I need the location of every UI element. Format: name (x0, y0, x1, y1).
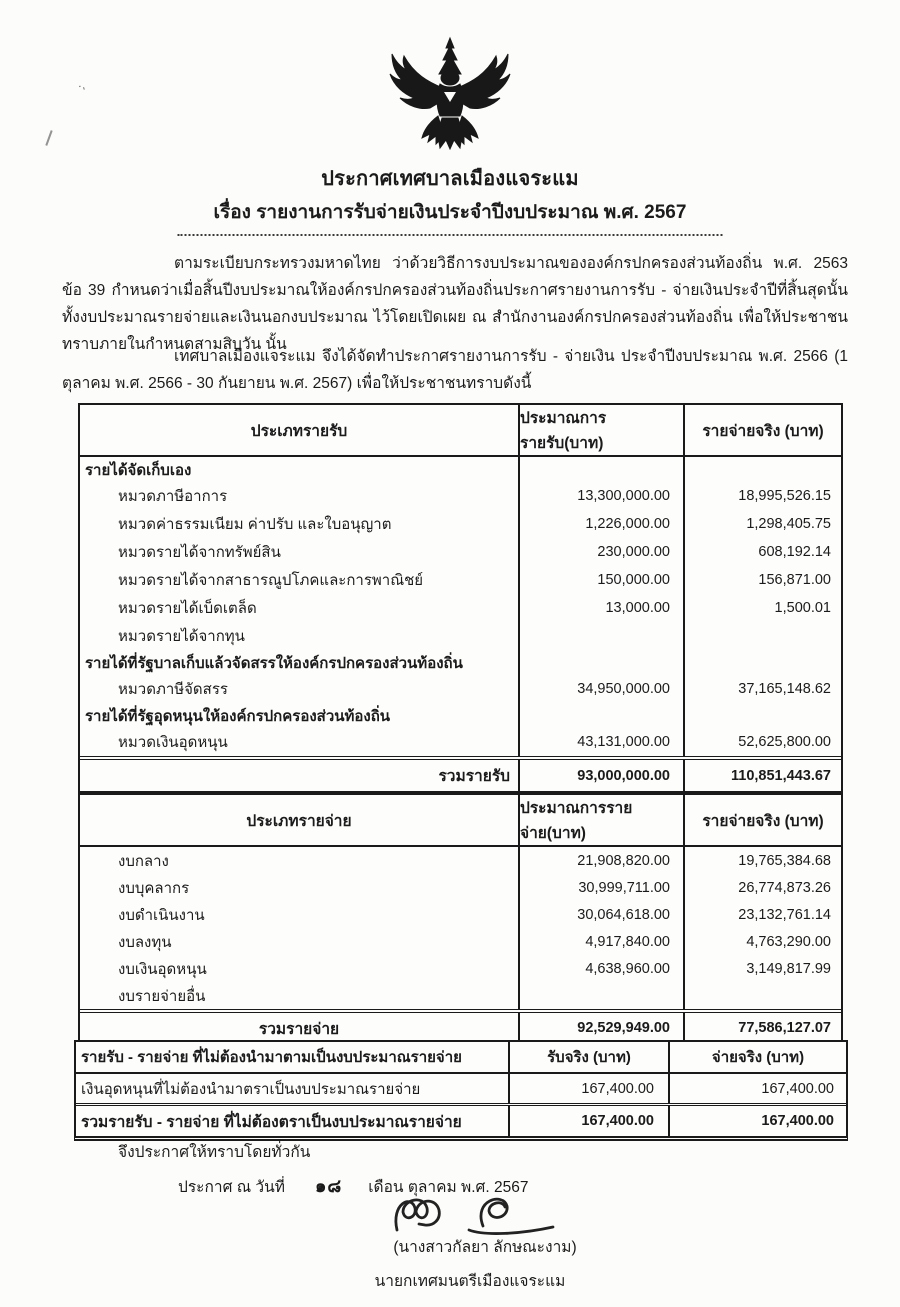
row-budget: 230,000.00 (518, 538, 683, 566)
signer-name: (นางสาวกัลยา ลักษณะงาม) (393, 1239, 577, 1256)
row-actual: 19,765,384.68 (683, 847, 841, 874)
total-budget: 92,529,949.00 (518, 1013, 683, 1043)
page-title: ประกาศเทศบาลเมืองแจระแม (321, 168, 579, 190)
row-label: รายได้ที่รัฐอุดหนุนให้องค์กรปกครองส่วนท้องถิ่น (85, 707, 391, 725)
row-budget (518, 650, 683, 675)
row-label: รายได้ที่รัฐบาลเก็บแล้วจัดสรรให้องค์กรปกครองส่วนท้องถิ่น (85, 654, 463, 672)
row-actual: 37,165,148.62 (683, 675, 841, 703)
row-actual: 4,763,290.00 (683, 928, 841, 955)
row-budget (518, 982, 683, 1009)
row-label: หมวดเงินอุดหนุน (118, 734, 228, 751)
row-received: 167,400.00 (508, 1074, 668, 1103)
expenditure-total-row (80, 1009, 841, 1043)
garuda-emblem-icon (388, 36, 512, 155)
column-header: รับจริง (บาท) (508, 1042, 668, 1072)
row-label: หมวดรายได้จากสาธารณูปโภคและการพาณิชย์ (118, 572, 424, 589)
column-header: ประเภทรายจ่าย (246, 812, 352, 830)
row-budget: 150,000.00 (518, 566, 683, 594)
row-actual: 26,774,873.26 (683, 874, 841, 901)
row-actual (683, 622, 841, 650)
table-row (80, 874, 841, 901)
table-row (80, 847, 841, 874)
row-actual (683, 982, 841, 1009)
row-budget: 13,000.00 (518, 594, 683, 622)
row-paid: 167,400.00 (668, 1074, 846, 1103)
row-actual (683, 650, 841, 675)
dotted-divider (178, 226, 723, 236)
table-row (80, 982, 841, 1009)
column-header: รายจ่ายจริง (บาท) (683, 795, 841, 845)
table-row (80, 594, 841, 622)
total-paid: 167,400.00 (668, 1106, 846, 1136)
row-label: หมวดภาษีจัดสรร (118, 681, 228, 698)
document-subject: เรื่อง รายงานการรับจ่ายเงินประจำปีงบประมาณ พ.ศ. 2567 (213, 202, 687, 223)
row-label: งบดำเนินงาน (118, 906, 205, 924)
row-budget: 1,226,000.00 (518, 510, 683, 538)
total-budget: 93,000,000.00 (518, 760, 683, 791)
row-actual: 156,871.00 (683, 566, 841, 594)
row-label: งบกลาง (118, 852, 169, 870)
expenditure-table (78, 793, 843, 1048)
row-actual (683, 703, 841, 728)
row-label: หมวดรายได้จากทุน (118, 628, 245, 645)
row-label: หมวดรายได้เบ็ดเตล็ด (118, 600, 257, 617)
table-row (80, 955, 841, 982)
row-label: งบเงินอุดหนุน (118, 960, 207, 978)
row-actual: 18,995,526.15 (683, 482, 841, 510)
row-actual: 23,132,761.14 (683, 901, 841, 928)
date-suffix: เดือน ตุลาคม พ.ศ. 2567 (368, 1179, 529, 1196)
row-label: รายได้จัดเก็บเอง (85, 461, 192, 479)
signer-position: นายกเทศมนตรีเมืองแจระแม (374, 1273, 566, 1290)
table-row (80, 675, 841, 703)
non-budget-total-row (76, 1106, 846, 1136)
row-label: งบรายจ่ายอื่น (118, 987, 206, 1005)
intro-paragraph: ตามระเบียบกระทรวงมหาดไทย ว่าด้วยวิธีการงบประมาณขององค์กรปกครองส่วนท้องถิ่น พ.ศ. 2563 ข้อ 39 กำหนดว่าเมื่อสิ้นปีงบประมาณให้องค์กรปกครองส่วนท้องถิ่นประกาศรายงานการรับ - จ่ายเงินประจำปีที่สิ้นสุดนั้น ทั้งงบประมาณรายจ่ายและเงินนอกงบประมาณ ไว้โดยเปิดเผย ณ สำนักงานองค์กรปกครองส่วนท้องถิ่น เพื่อให้ประชาชนทราบภายในกำหนดสามสิบวัน นั้น (62, 255, 848, 353)
row-budget: 34,950,000.00 (518, 675, 683, 703)
non-budget-table-header (76, 1042, 846, 1074)
table-row (80, 928, 841, 955)
revenue-table (78, 403, 843, 796)
table-row (80, 703, 841, 728)
total-label: รวมรายรับ - รายจ่าย ที่ไม่ต้องตราเป็นงบประมาณรายจ่าย (81, 1113, 462, 1131)
total-actual: 77,586,127.07 (683, 1013, 841, 1043)
row-budget: 4,917,840.00 (518, 928, 683, 955)
row-budget: 4,638,960.00 (518, 955, 683, 982)
table-row (80, 901, 841, 928)
date-prefix: ประกาศ ณ วันที่ (178, 1179, 285, 1196)
row-actual (683, 457, 841, 482)
revenue-total-row (80, 756, 841, 791)
row-label: งบบุคลากร (118, 879, 190, 897)
row-label: หมวดภาษีอาการ (118, 488, 228, 505)
row-budget: 13,300,000.00 (518, 482, 683, 510)
table-row (80, 510, 841, 538)
table-row (80, 538, 841, 566)
row-label: งบลงทุน (118, 933, 172, 951)
row-label: เงินอุดหนุนที่ไม่ต้องนำมาตราเป็นงบประมาณรายจ่าย (81, 1080, 421, 1098)
row-actual: 3,149,817.99 (683, 955, 841, 982)
row-budget: 21,908,820.00 (518, 847, 683, 874)
column-header: จ่ายจริง (บาท) (668, 1042, 846, 1072)
total-label: รวมรายรับ (438, 768, 510, 785)
table-row (80, 457, 841, 482)
row-label: หมวดรายได้จากทรัพย์สิน (118, 544, 281, 561)
total-received: 167,400.00 (508, 1106, 668, 1136)
row-actual: 1,298,405.75 (683, 510, 841, 538)
column-header: ประมาณการรายรับ(บาท) (518, 405, 683, 455)
row-budget: 43,131,000.00 (518, 728, 683, 756)
column-header: ประเภทรายรับ (250, 422, 348, 440)
table-row (80, 650, 841, 675)
total-label: รวมรายจ่าย (258, 1020, 340, 1038)
table-row (76, 1074, 846, 1106)
row-actual: 1,500.01 (683, 594, 841, 622)
row-budget (518, 457, 683, 482)
scan-artifact: ·, (76, 79, 87, 93)
row-budget (518, 703, 683, 728)
row-label: หมวดค่าธรรมเนียม ค่าปรับ และใบอนุญาต (118, 516, 392, 533)
column-header: ประมาณการรายจ่าย(บาท) (518, 795, 683, 845)
row-actual: 52,625,800.00 (683, 728, 841, 756)
table-row (80, 482, 841, 510)
expenditure-table-header (80, 795, 841, 847)
closing-statement: จึงประกาศให้ทราบโดยทั่วกัน (118, 1144, 311, 1161)
row-actual: 608,192.14 (683, 538, 841, 566)
row-budget: 30,999,711.00 (518, 874, 683, 901)
table-row (80, 566, 841, 594)
table-row (80, 622, 841, 650)
row-budget (518, 622, 683, 650)
announcement-paragraph: เทศบาลเมืองแจระแม จึงได้จัดทำประกาศรายงานการรับ - จ่ายเงิน ประจำปีงบประมาณ พ.ศ. 2566 (1 ตุลาคม พ.ศ. 2566 - 30 กันยายน พ.ศ. 2567) เพื่อให้ประชาชนทราบดังนี้ (62, 348, 848, 392)
revenue-table-header (80, 405, 841, 457)
row-budget: 30,064,618.00 (518, 901, 683, 928)
table-row (80, 728, 841, 756)
total-actual: 110,851,443.67 (683, 760, 841, 791)
scan-artifact (45, 130, 52, 146)
column-header: รายจ่ายจริง (บาท) (683, 405, 841, 455)
handwritten-day: ๑๘ (314, 1176, 343, 1197)
row-label: รายรับ - รายจ่าย ที่ไม่ต้องนำมาตามเป็นงบประมาณรายจ่าย (81, 1049, 462, 1066)
non-budget-table (74, 1040, 848, 1141)
